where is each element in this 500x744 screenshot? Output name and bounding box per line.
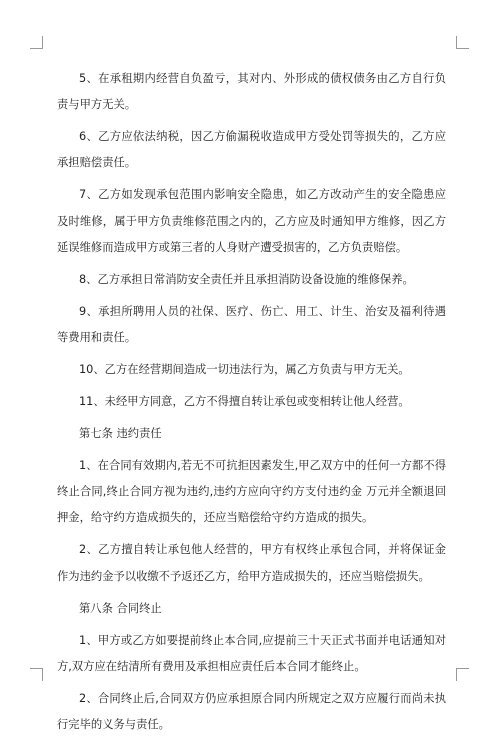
article-8-clause-1: 1、甲方或乙方如要提前终止本合同,应提前三十天正式书面并电话通知对方,双方应在结清所有费用及承担相应责任后本合同才能终止。 bbox=[57, 633, 446, 673]
crop-mark-top-right bbox=[456, 36, 469, 49]
clause-10: 10、乙方在经营期间造成一切违法行为，属乙方负责与甲方无关。 bbox=[79, 363, 410, 377]
crop-mark-bottom-right bbox=[456, 668, 469, 681]
article-8-clause-2: 2、合同终止后,合同双方仍应承担原合同内所规定之双方应履行而尚未执行完毕的义务与责任。 bbox=[57, 691, 446, 732]
clause-8: 8、乙方承担日常消防安全责任并且承担消防设备设施的维修保养。 bbox=[79, 272, 414, 286]
clause-7: 7、乙方如发现承包范围内影响安全隐患，如乙方改动产生的安全隐患应及时维修，属于甲方负责维修范围之内的，乙方应及时通知甲方维修，因乙方延误维修而造成甲方或第三者的人身财产遭受损害的，乙方负责赔偿。 bbox=[57, 188, 446, 254]
crop-mark-bottom-left bbox=[30, 668, 43, 681]
clause-11: 11、未经甲方同意，乙方不得擅自转让承包或变相转让他人经营。 bbox=[79, 395, 410, 409]
section-heading-article-7: 第七条 违约责任 bbox=[79, 427, 162, 441]
clause-5: 5、在承租期内经营自负盈亏，其对内、外形成的债权债务由乙方自行负责与甲方无关。 bbox=[57, 72, 446, 112]
article-7-clause-2: 2、乙方擅自转让承包他人经营的，甲方有权终止承包合同，并将保证金作为违约金予以收缴不予返还乙方，给甲方造成损失的，还应当赔偿损失。 bbox=[57, 543, 446, 583]
crop-mark-top-left bbox=[30, 36, 43, 49]
section-heading-article-8: 第八条 合同终止 bbox=[79, 601, 162, 615]
article-7-clause-1: 1、在合同有效期内,若无不可抗拒因素发生,甲乙双方中的任何一方都不得终止合同,终止合同方视为违约,违约方应向守约方支付违约金 万元并全额退回押金，给守约方造成损失的，还应当赔偿给守约方造成的损失。 bbox=[57, 459, 446, 525]
document-body bbox=[57, 66, 446, 744]
clause-6: 6、乙方应依法纳税，因乙方偷漏税收造成甲方受处罚等损失的，乙方应承担赔偿责任。 bbox=[57, 130, 446, 170]
clause-9: 9、承担所聘用人员的社保、医疗、伤亡、用工、计生、治安及福利待遇等费用和责任。 bbox=[57, 304, 446, 345]
